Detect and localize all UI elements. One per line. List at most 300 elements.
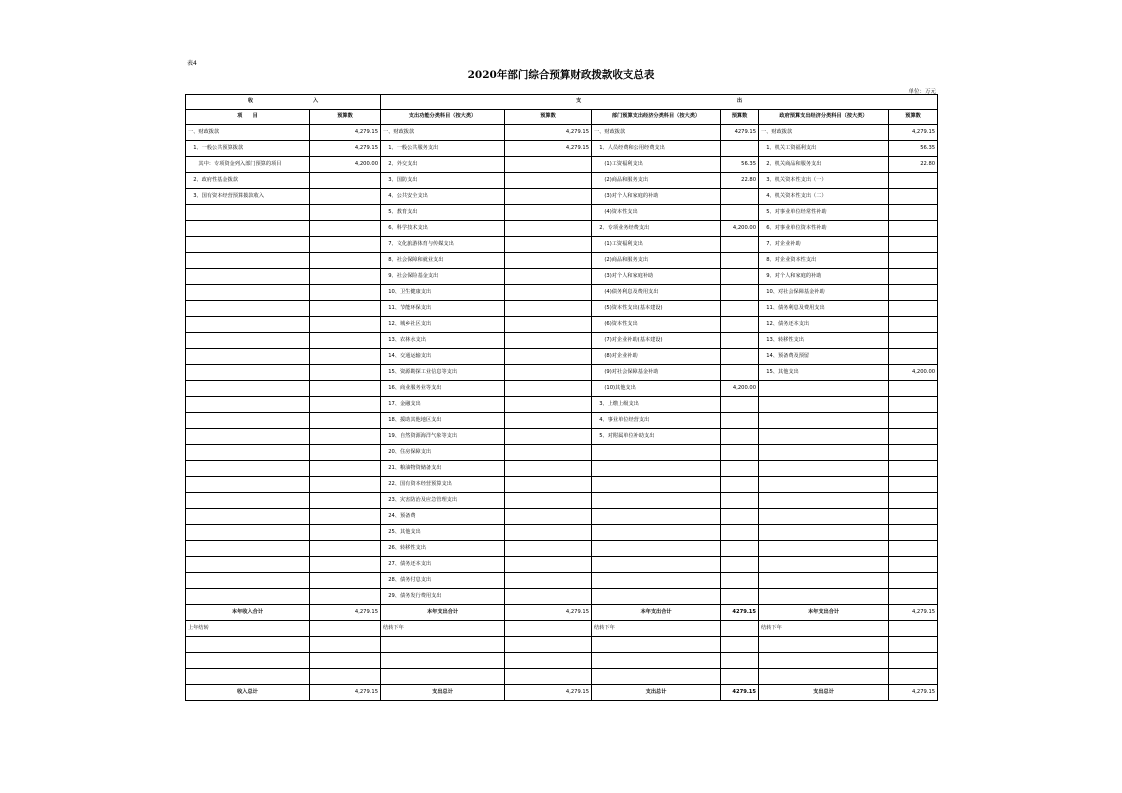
cell-dept-econ-class: 一、财政拨款: [592, 125, 721, 141]
cell-item: [186, 461, 310, 477]
cell-budget: 4,279.15: [505, 685, 592, 701]
col-header-budget: 预算数: [721, 110, 759, 125]
cell-function-class: 17、金融支出: [381, 397, 505, 413]
carry-row: [186, 653, 938, 669]
cell-item: [186, 637, 310, 653]
cell-budget: [310, 397, 381, 413]
cell-budget: [505, 445, 592, 461]
cell-item: 收入总计: [186, 685, 310, 701]
cell-item: [186, 253, 310, 269]
cell-budget: [721, 557, 759, 573]
cell-budget: [310, 349, 381, 365]
cell-item: 本年收入合计: [186, 605, 310, 621]
cell-budget: [505, 397, 592, 413]
cell-item: [186, 285, 310, 301]
table-row: [186, 589, 938, 605]
col-header-function-class: 支出功能分类科目（按大类）: [381, 110, 505, 125]
cell-function-class: 11、节能环保支出: [381, 301, 505, 317]
cell-budget: [505, 653, 592, 669]
cell-budget: [310, 413, 381, 429]
cell-budget: 56.35: [721, 157, 759, 173]
cell-dept-econ-class: 5、对附属单位补助支出: [592, 429, 721, 445]
cell-budget: [505, 205, 592, 221]
cell-dept-econ-class: (2)商品和服务支出: [592, 253, 721, 269]
cell-gov-econ-class: [759, 509, 889, 525]
cell-budget: 4279.15: [721, 125, 759, 141]
cell-budget: [310, 285, 381, 301]
cell-gov-econ-class: [759, 669, 889, 685]
cell-budget: [505, 269, 592, 285]
table-row: [186, 141, 938, 157]
cell-dept-econ-class: (1)工资福利支出: [592, 237, 721, 253]
cell-item: [186, 333, 310, 349]
cell-budget: [310, 653, 381, 669]
table-number: 表4: [187, 60, 197, 67]
cell-gov-econ-class: 11、债务利息及费用支出: [759, 301, 889, 317]
cell-budget: [310, 381, 381, 397]
cell-budget: [721, 253, 759, 269]
table-row: [186, 125, 938, 141]
cell-function-class: 3、国防支出: [381, 173, 505, 189]
cell-gov-econ-class: 15、其他支出: [759, 365, 889, 381]
expense-header: [381, 95, 938, 110]
col-header-budget: 预算数: [889, 110, 938, 125]
table-row: [186, 493, 938, 509]
cell-item: [186, 541, 310, 557]
col-header-gov-econ-class: 政府预算支出经济分类科目（按大类）: [759, 110, 889, 125]
cell-item: [186, 509, 310, 525]
cell-budget: [889, 397, 938, 413]
col-header-budget: 预算数: [310, 110, 381, 125]
cell-gov-econ-class: [759, 493, 889, 509]
unit-label: 单位：万元: [908, 89, 936, 95]
cell-function-class: 10、卫生健康支出: [381, 285, 505, 301]
cell-item: [186, 397, 310, 413]
cell-budget: [889, 205, 938, 221]
cell-budget: [310, 621, 381, 637]
column-header-row: [186, 110, 938, 125]
cell-budget: [721, 333, 759, 349]
cell-budget: 4,200.00: [310, 157, 381, 173]
cell-budget: [505, 669, 592, 685]
cell-function-class: 20、住房保障支出: [381, 445, 505, 461]
cell-function-class: 18、援助其他地区支出: [381, 413, 505, 429]
header-group-row: [186, 95, 938, 110]
cell-budget: [310, 525, 381, 541]
cell-budget: [721, 205, 759, 221]
cell-budget: [721, 621, 759, 637]
cell-gov-econ-class: [759, 557, 889, 573]
table-row: [186, 189, 938, 205]
cell-budget: [505, 349, 592, 365]
cell-gov-econ-class: 13、转移性支出: [759, 333, 889, 349]
cell-budget: [505, 429, 592, 445]
cell-dept-econ-class: [592, 637, 721, 653]
cell-function-class: 9、社会保险基金支出: [381, 269, 505, 285]
cell-item: [186, 269, 310, 285]
cell-item: [186, 317, 310, 333]
cell-item: [186, 429, 310, 445]
cell-dept-econ-class: [592, 493, 721, 509]
col-header-dept-econ-class: 部门预算支出经济分类科目（按大类）: [592, 110, 721, 125]
cell-gov-econ-class: 3、机关资本性支出（一）: [759, 173, 889, 189]
table-row: [186, 541, 938, 557]
cell-dept-econ-class: [592, 477, 721, 493]
cell-budget: [721, 317, 759, 333]
cell-budget: [505, 557, 592, 573]
cell-budget: [310, 669, 381, 685]
cell-budget: [310, 365, 381, 381]
table-row: [186, 477, 938, 493]
cell-budget: [310, 301, 381, 317]
income-header-char-1: 收: [247, 98, 262, 105]
cell-budget: [310, 205, 381, 221]
cell-budget: [505, 173, 592, 189]
cell-budget: [721, 493, 759, 509]
total-row: [186, 605, 938, 621]
cell-budget: [889, 269, 938, 285]
cell-budget: [505, 493, 592, 509]
cell-dept-econ-class: 本年支出合计: [592, 605, 721, 621]
cell-item: 其中：专项资金列入部门预算的项目: [186, 157, 310, 173]
cell-budget: [505, 157, 592, 173]
table-row: [186, 573, 938, 589]
cell-dept-econ-class: 结转下年: [592, 621, 721, 637]
cell-budget: 22.80: [889, 157, 938, 173]
table-row: [186, 349, 938, 365]
cell-gov-econ-class: [759, 461, 889, 477]
cell-budget: [721, 461, 759, 477]
cell-function-class: 12、城乡社区支出: [381, 317, 505, 333]
table-row: [186, 269, 938, 285]
cell-budget: [889, 301, 938, 317]
cell-item: [186, 221, 310, 237]
cell-budget: [505, 525, 592, 541]
cell-budget: 22.80: [721, 173, 759, 189]
cell-gov-econ-class: [759, 653, 889, 669]
cell-gov-econ-class: [759, 541, 889, 557]
cell-budget: [505, 365, 592, 381]
carry-row: [186, 669, 938, 685]
cell-budget: [889, 253, 938, 269]
cell-function-class: 4、公共安全支出: [381, 189, 505, 205]
cell-budget: 4,279.15: [505, 125, 592, 141]
cell-budget: [889, 381, 938, 397]
cell-budget: [721, 477, 759, 493]
cell-budget: [889, 621, 938, 637]
cell-gov-econ-class: [759, 589, 889, 605]
cell-function-class: [381, 669, 505, 685]
cell-dept-econ-class: 4、事业单位经营支出: [592, 413, 721, 429]
cell-budget: [889, 429, 938, 445]
table-row: [186, 221, 938, 237]
cell-budget: [505, 301, 592, 317]
cell-budget: [721, 189, 759, 205]
cell-budget: [721, 637, 759, 653]
cell-dept-econ-class: 2、专项业务经费支出: [592, 221, 721, 237]
cell-budget: [889, 173, 938, 189]
cell-item: [186, 445, 310, 461]
expense-header-char-2: 出: [736, 98, 743, 105]
carry-row: [186, 637, 938, 653]
cell-function-class: 26、转移性支出: [381, 541, 505, 557]
cell-budget: [505, 477, 592, 493]
cell-budget: [721, 653, 759, 669]
cell-gov-econ-class: 7、对企业补助: [759, 237, 889, 253]
cell-dept-econ-class: (3)对个人和家庭的补助: [592, 189, 721, 205]
table-row: [186, 285, 938, 301]
table-row: [186, 317, 938, 333]
cell-item: [186, 349, 310, 365]
cell-item: [186, 493, 310, 509]
table-row: [186, 413, 938, 429]
cell-item: 1、一般公共预算拨款: [186, 141, 310, 157]
cell-item: [186, 413, 310, 429]
cell-budget: [889, 237, 938, 253]
cell-budget: [889, 637, 938, 653]
table-row: [186, 557, 938, 573]
cell-item: [186, 381, 310, 397]
cell-dept-econ-class: [592, 573, 721, 589]
cell-gov-econ-class: 支出总计: [759, 685, 889, 701]
cell-budget: [505, 621, 592, 637]
cell-budget: [889, 317, 938, 333]
cell-budget: [721, 525, 759, 541]
cell-gov-econ-class: [759, 381, 889, 397]
cell-gov-econ-class: 8、对企业资本性支出: [759, 253, 889, 269]
cell-budget: [721, 397, 759, 413]
cell-budget: [889, 493, 938, 509]
cell-item: [186, 525, 310, 541]
cell-function-class: 24、预备费: [381, 509, 505, 525]
cell-budget: 4,279.15: [889, 685, 938, 701]
cell-budget: [889, 541, 938, 557]
cell-dept-econ-class: (4)债务利息及费用支出: [592, 285, 721, 301]
table-row: [186, 301, 938, 317]
cell-function-class: 27、债务还本支出: [381, 557, 505, 573]
cell-budget: [310, 173, 381, 189]
cell-dept-econ-class: [592, 445, 721, 461]
cell-budget: [721, 589, 759, 605]
cell-function-class: 23、灾害防治及应急管理支出: [381, 493, 505, 509]
expense-header-char-1: 支: [576, 98, 582, 105]
cell-budget: [310, 429, 381, 445]
cell-function-class: 14、交通运输支出: [381, 349, 505, 365]
cell-budget: [505, 637, 592, 653]
cell-dept-econ-class: [592, 589, 721, 605]
cell-item: [186, 237, 310, 253]
cell-function-class: 2、外交支出: [381, 157, 505, 173]
cell-budget: [505, 317, 592, 333]
cell-budget: [310, 269, 381, 285]
cell-budget: [505, 573, 592, 589]
cell-budget: [505, 333, 592, 349]
cell-gov-econ-class: 2、机关商品和服务支出: [759, 157, 889, 173]
cell-budget: [721, 237, 759, 253]
cell-dept-econ-class: [592, 461, 721, 477]
cell-function-class: 25、其他支出: [381, 525, 505, 541]
cell-budget: 4,279.15: [310, 141, 381, 157]
cell-item: 3、国有资本经营预算拨款收入: [186, 189, 310, 205]
cell-budget: [721, 141, 759, 157]
cell-budget: [889, 349, 938, 365]
cell-dept-econ-class: (4)资本性支出: [592, 205, 721, 221]
cell-gov-econ-class: [759, 445, 889, 461]
cell-dept-econ-class: (9)对社会保障基金补助: [592, 365, 721, 381]
table-row: [186, 461, 938, 477]
cell-budget: [721, 509, 759, 525]
cell-gov-econ-class: 结转下年: [759, 621, 889, 637]
cell-budget: [721, 669, 759, 685]
cell-budget: [721, 445, 759, 461]
cell-budget: [310, 461, 381, 477]
cell-function-class: 16、商业服务业等支出: [381, 381, 505, 397]
cell-gov-econ-class: 一、财政拨款: [759, 125, 889, 141]
cell-budget: [721, 349, 759, 365]
cell-budget: [310, 221, 381, 237]
cell-budget: [721, 413, 759, 429]
cell-budget: [505, 285, 592, 301]
cell-budget: [889, 445, 938, 461]
cell-function-class: 15、资源勘探工业信息等支出: [381, 365, 505, 381]
cell-function-class: 一、财政拨款: [381, 125, 505, 141]
cell-function-class: [381, 637, 505, 653]
cell-gov-econ-class: 1、机关工资福利支出: [759, 141, 889, 157]
cell-item: 一、财政拨款: [186, 125, 310, 141]
cell-budget: [310, 589, 381, 605]
cell-gov-econ-class: 14、预备费及预留: [759, 349, 889, 365]
income-header: [186, 95, 381, 110]
cell-item: [186, 557, 310, 573]
cell-function-class: 21、粮油物资储备支出: [381, 461, 505, 477]
cell-dept-econ-class: [592, 541, 721, 557]
cell-budget: [505, 253, 592, 269]
col-header-budget: 预算数: [505, 110, 592, 125]
cell-item: [186, 589, 310, 605]
cell-budget: [721, 269, 759, 285]
cell-budget: 56.35: [889, 141, 938, 157]
cell-budget: [505, 189, 592, 205]
cell-gov-econ-class: 10、对社会保障基金补助: [759, 285, 889, 301]
col-header-item: 项 目: [186, 110, 310, 125]
cell-gov-econ-class: [759, 413, 889, 429]
cell-item: 上年结转: [186, 621, 310, 637]
cell-budget: [310, 637, 381, 653]
cell-dept-econ-class: 1、人员经费和公用经费支出: [592, 141, 721, 157]
cell-budget: [889, 557, 938, 573]
cell-dept-econ-class: (2)商品和服务支出: [592, 173, 721, 189]
table-row: [186, 445, 938, 461]
cell-budget: 4,200.00: [721, 381, 759, 397]
cell-budget: [505, 221, 592, 237]
cell-dept-econ-class: [592, 525, 721, 541]
cell-function-class: [381, 653, 505, 669]
cell-budget: [889, 461, 938, 477]
table-row: [186, 381, 938, 397]
cell-budget: 4,279.15: [310, 685, 381, 701]
table-row: [186, 509, 938, 525]
cell-budget: [310, 253, 381, 269]
page-title: 2020年部门综合预算财政拨款收支总表: [467, 69, 655, 81]
cell-budget: [889, 653, 938, 669]
cell-budget: [310, 445, 381, 461]
cell-budget: [889, 509, 938, 525]
cell-item: [186, 477, 310, 493]
cell-function-class: 7、文化旅游体育与传媒支出: [381, 237, 505, 253]
cell-budget: [889, 477, 938, 493]
cell-function-class: 19、自然资源海洋气象等支出: [381, 429, 505, 445]
cell-budget: 4,279.15: [889, 125, 938, 141]
cell-budget: [310, 237, 381, 253]
cell-item: 2、政府性基金拨款: [186, 173, 310, 189]
cell-dept-econ-class: (6)资本性支出: [592, 317, 721, 333]
cell-budget: [310, 541, 381, 557]
cell-gov-econ-class: [759, 525, 889, 541]
cell-function-class: 1、一般公共服务支出: [381, 141, 505, 157]
table-row: [186, 237, 938, 253]
cell-budget: [889, 589, 938, 605]
cell-budget: 4,279.15: [505, 141, 592, 157]
table-row: [186, 525, 938, 541]
cell-gov-econ-class: 4、机关资本性支出（二）: [759, 189, 889, 205]
cell-gov-econ-class: [759, 573, 889, 589]
cell-budget: [310, 509, 381, 525]
cell-budget: [310, 189, 381, 205]
cell-function-class: 结转下年: [381, 621, 505, 637]
table-row: [186, 157, 938, 173]
cell-gov-econ-class: 5、对事业单位经常性补助: [759, 205, 889, 221]
cell-budget: [310, 333, 381, 349]
cell-gov-econ-class: [759, 477, 889, 493]
grand-total-row: [186, 685, 938, 701]
table-row: [186, 253, 938, 269]
income-header-char-2: 入: [312, 98, 319, 105]
cell-budget: [505, 237, 592, 253]
cell-item: [186, 669, 310, 685]
cell-dept-econ-class: [592, 653, 721, 669]
cell-budget: [889, 285, 938, 301]
cell-item: [186, 205, 310, 221]
cell-budget: 4279.15: [721, 605, 759, 621]
cell-budget: [721, 429, 759, 445]
cell-gov-econ-class: [759, 429, 889, 445]
cell-budget: 4,200.00: [721, 221, 759, 237]
cell-budget: [505, 589, 592, 605]
carry-row: [186, 621, 938, 637]
cell-budget: [889, 525, 938, 541]
cell-budget: [889, 413, 938, 429]
cell-function-class: 29、债务发行费用支出: [381, 589, 505, 605]
cell-budget: [721, 573, 759, 589]
cell-dept-econ-class: (3)对个人和家庭补助: [592, 269, 721, 285]
cell-dept-econ-class: 支出总计: [592, 685, 721, 701]
cell-budget: [889, 189, 938, 205]
table-row: [186, 365, 938, 381]
cell-function-class: 6、科学技术支出: [381, 221, 505, 237]
table-row: [186, 333, 938, 349]
cell-budget: [310, 317, 381, 333]
cell-gov-econ-class: [759, 637, 889, 653]
cell-budget: [505, 541, 592, 557]
cell-function-class: 本年支出合计: [381, 605, 505, 621]
cell-budget: [505, 509, 592, 525]
table-row: [186, 173, 938, 189]
cell-budget: 4,200.00: [889, 365, 938, 381]
cell-dept-econ-class: (8)对企业补助: [592, 349, 721, 365]
cell-gov-econ-class: [759, 397, 889, 413]
cell-dept-econ-class: (1)工资福利支出: [592, 157, 721, 173]
cell-dept-econ-class: [592, 557, 721, 573]
